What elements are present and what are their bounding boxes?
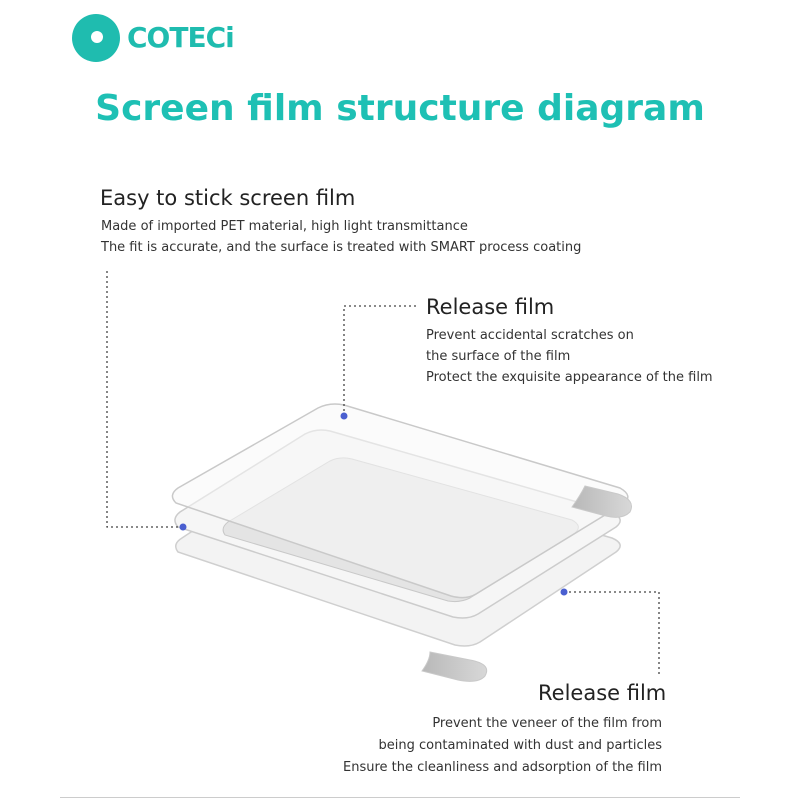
easy-stick-heading: Easy to stick screen film <box>100 186 356 210</box>
leader-line-easy-stick <box>107 268 183 527</box>
release-bottom-line-2: being contaminated with dust and particles <box>378 738 662 753</box>
release-bottom-heading: Release film <box>538 681 667 705</box>
bottom-divider <box>60 797 740 798</box>
logo-text: COTECi <box>127 21 234 54</box>
easy-stick-line-2: The fit is accurate, and the surface is treated with SMART process coating <box>101 240 582 255</box>
marker-dot-easy-stick <box>180 524 187 531</box>
release-top-line-3: Protect the exquisite appearance of the film <box>426 370 713 385</box>
easy-stick-line-1: Made of imported PET material, high light transmittance <box>101 219 468 234</box>
release-top-line-2: the surface of the film <box>426 349 571 364</box>
leader-line-release-bottom <box>564 592 659 676</box>
marker-dot-release-bottom <box>561 589 568 596</box>
release-bottom-line-1: Prevent the veneer of the film from <box>432 716 662 731</box>
marker-dot-release-top <box>341 413 348 420</box>
bottom-tab <box>422 652 487 681</box>
release-bottom-line-3: Ensure the cleanliness and adsorption of the film <box>343 760 662 775</box>
page-title: Screen film structure diagram <box>95 88 705 129</box>
leader-line-release-top <box>344 306 418 416</box>
release-top-line-1: Prevent accidental scratches on <box>426 328 634 343</box>
release-top-heading: Release film <box>426 295 555 319</box>
